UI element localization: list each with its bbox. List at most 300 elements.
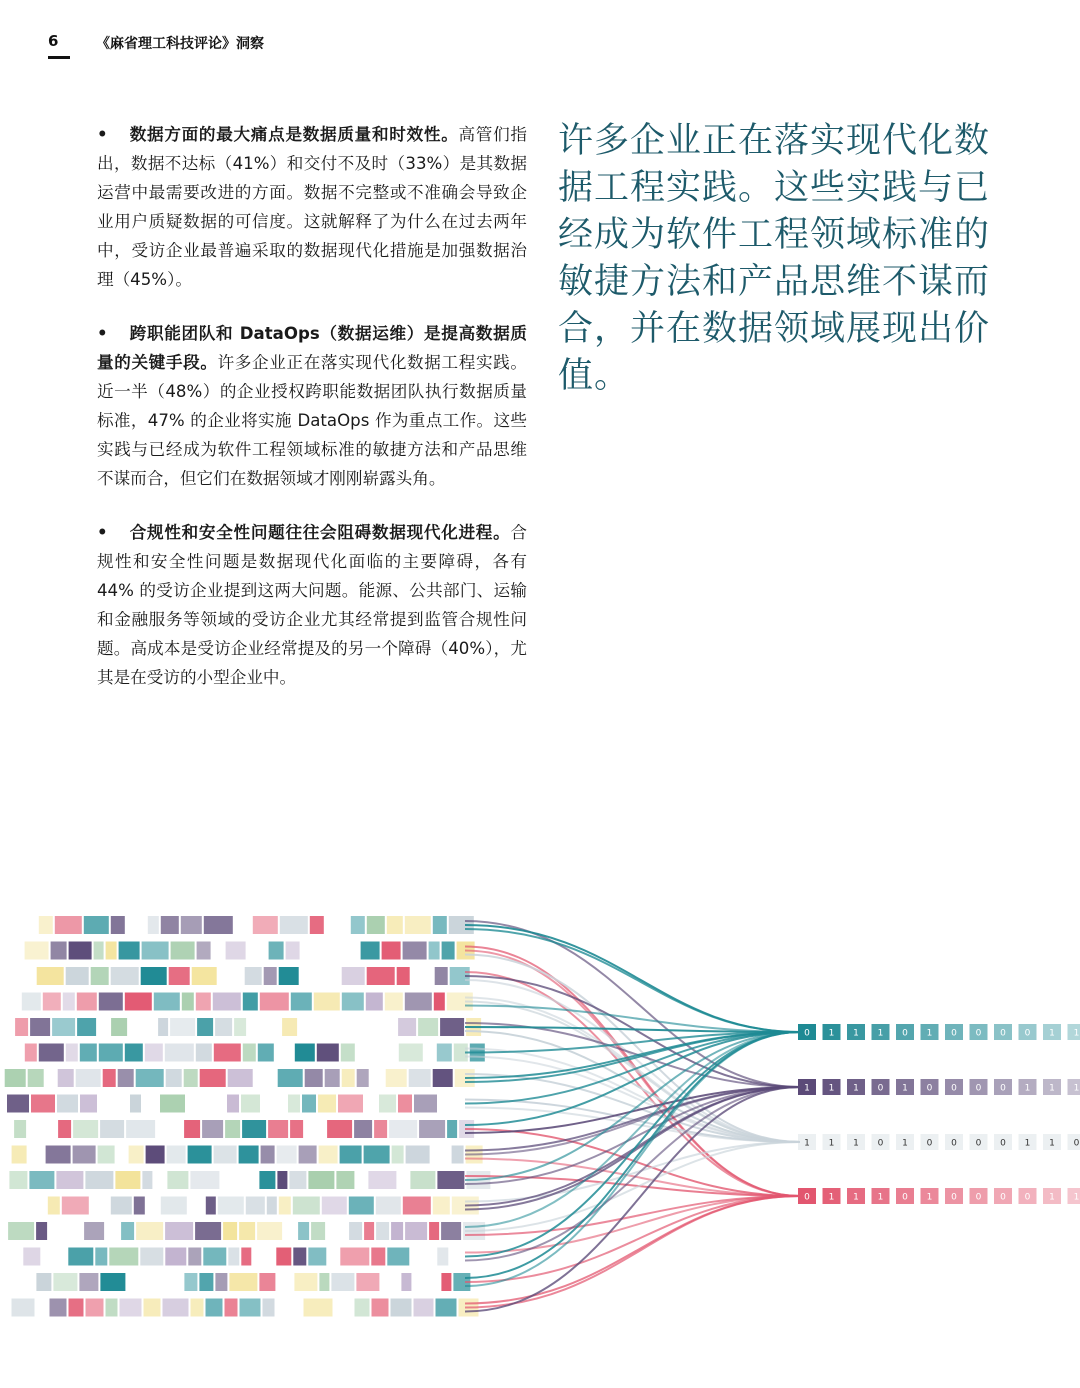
- mosaic-tile: [261, 1146, 275, 1164]
- mosaic-tile: [100, 1120, 124, 1138]
- svg-text:0: 0: [877, 1138, 884, 1149]
- mosaic-tile: [242, 1120, 266, 1138]
- bit-cell: [1043, 1134, 1061, 1150]
- mosaic-tile: [184, 1069, 198, 1087]
- mosaic-tile: [144, 1299, 161, 1317]
- mosaic-tile: [331, 1273, 354, 1291]
- mosaic-tile: [111, 916, 125, 934]
- mosaic-tile: [126, 1120, 155, 1138]
- mosaic-tile: [342, 1069, 355, 1087]
- flow-curve: [465, 947, 800, 1197]
- mosaic-tile: [50, 1299, 67, 1317]
- bullet-marker: •: [97, 324, 108, 343]
- svg-text:0: 0: [951, 1192, 957, 1203]
- mosaic-tile: [267, 1197, 277, 1215]
- mosaic-tile: [103, 1069, 116, 1087]
- svg-text:1: 1: [1073, 1192, 1080, 1203]
- mosaic-tile: [94, 942, 104, 960]
- bit-cell: [945, 1134, 963, 1150]
- mosaic-tile: [289, 1171, 306, 1189]
- mosaic-tile: [98, 1146, 115, 1164]
- mosaic-tile: [308, 1248, 326, 1266]
- svg-text:0: 0: [877, 1083, 884, 1094]
- mosaic-tile: [12, 1146, 27, 1164]
- mosaic-tile: [85, 1171, 113, 1189]
- svg-text:1: 1: [926, 1192, 933, 1203]
- page-number: 6: [48, 32, 59, 50]
- mosaic-tile: [241, 1248, 251, 1266]
- mosaic-tile: [349, 1197, 374, 1215]
- mosaic-tile: [246, 1197, 265, 1215]
- mosaic-tile: [409, 1069, 431, 1087]
- bit-cell: [1043, 1079, 1061, 1095]
- mosaic-tile: [148, 916, 159, 934]
- mosaic-tile: [356, 1273, 379, 1291]
- mosaic-tile: [199, 1273, 213, 1291]
- mosaic-tile: [414, 1299, 434, 1317]
- mosaic-tile: [228, 1069, 253, 1087]
- mosaic-tile: [120, 1299, 142, 1317]
- mosaic-tile: [80, 1095, 97, 1113]
- mosaic-tile: [340, 1248, 369, 1266]
- bullet-lead: 数据方面的最大痛点是数据质量和时效性。: [129, 125, 459, 144]
- mosaic-tile: [106, 942, 117, 960]
- mosaic-tile: [278, 1069, 303, 1087]
- mosaic-tile: [269, 942, 284, 960]
- mosaic-tile: [5, 1069, 26, 1087]
- mosaic-tile: [433, 1069, 453, 1087]
- mosaic-tile: [69, 942, 92, 960]
- mosaic-tile: [260, 993, 289, 1011]
- mosaic-tile: [23, 1248, 40, 1266]
- mosaic-tile: [340, 1146, 362, 1164]
- bit-cell: [945, 1024, 963, 1040]
- mosaic-tile: [109, 1248, 138, 1266]
- mosaic-tile: [239, 1222, 255, 1240]
- mosaic-tile: [223, 1222, 237, 1240]
- mosaic-tile: [239, 1146, 259, 1164]
- mosaic-tile: [367, 916, 385, 934]
- mosaic-tile: [125, 1044, 143, 1062]
- mosaic-tile: [387, 1248, 409, 1266]
- mosaic-tile: [433, 1197, 450, 1215]
- bit-cell: [994, 1188, 1012, 1204]
- mosaic-tile: [441, 1273, 451, 1291]
- svg-text:0: 0: [1000, 1138, 1006, 1149]
- mosaic-tile: [206, 1197, 216, 1215]
- mosaic-tile: [118, 1069, 134, 1087]
- bit-cell: [1019, 1024, 1037, 1040]
- mosaic-tile: [437, 1171, 464, 1189]
- mosaic-tile: [435, 967, 448, 985]
- svg-text:1: 1: [1049, 1083, 1055, 1094]
- mosaic-tile: [295, 1044, 315, 1062]
- mosaic-tile: [141, 967, 167, 985]
- mosaic-tile: [305, 1069, 323, 1087]
- bit-cell: [823, 1079, 841, 1095]
- mosaic-tile: [418, 1018, 438, 1036]
- svg-text:0: 0: [951, 1138, 957, 1149]
- svg-text:1: 1: [1073, 1028, 1080, 1039]
- svg-text:0: 0: [1073, 1138, 1080, 1149]
- bit-cell: [921, 1188, 939, 1204]
- svg-text:1: 1: [1049, 1138, 1055, 1149]
- mosaic-tile: [342, 967, 365, 985]
- mosaic-tile: [188, 1248, 201, 1266]
- mosaic-tile: [163, 1299, 189, 1317]
- mosaic-tile: [25, 1044, 37, 1062]
- mosaic-tile: [429, 1222, 439, 1240]
- mosaic-tile: [95, 1248, 107, 1266]
- mosaic-tile: [146, 1146, 165, 1164]
- mosaic-tile: [165, 1248, 186, 1266]
- mosaic-tile: [433, 916, 447, 934]
- svg-text:0: 0: [975, 1083, 982, 1094]
- svg-text:0: 0: [1024, 1192, 1031, 1203]
- mosaic-tile: [22, 993, 41, 1011]
- mosaic-tile: [91, 967, 109, 985]
- mosaic-tile: [203, 1248, 226, 1266]
- bullet-lead: 合规性和安全性问题往往会阻碍数据现代化进程。: [129, 523, 511, 542]
- svg-text:0: 0: [926, 1138, 933, 1149]
- mosaic-tile: [276, 1248, 291, 1266]
- mosaic-tile: [291, 993, 312, 1011]
- mosaic-tile: [80, 1044, 97, 1062]
- mosaic-tile: [398, 1018, 416, 1036]
- svg-text:1: 1: [853, 1083, 859, 1094]
- mosaic-tile: [76, 1069, 101, 1087]
- mosaic-tile: [364, 1146, 390, 1164]
- svg-text:0: 0: [1000, 1083, 1006, 1094]
- svg-text:1: 1: [804, 1083, 810, 1094]
- mosaic-tile: [171, 942, 195, 960]
- mosaic-tile: [57, 1095, 78, 1113]
- mosaic-tile: [100, 1273, 125, 1291]
- bit-cell: [945, 1188, 963, 1204]
- mosaic-tile: [9, 1171, 27, 1189]
- mosaic-tile: [196, 993, 211, 1011]
- svg-text:0: 0: [804, 1192, 810, 1203]
- bit-cell: [1043, 1024, 1061, 1040]
- mosaic-tile: [397, 967, 410, 985]
- mosaic-tile: [160, 1095, 185, 1113]
- mosaic-tile: [314, 993, 340, 1011]
- mosaic-tile: [294, 1273, 317, 1291]
- mosaic-tile: [279, 1197, 291, 1215]
- bit-cell: [1019, 1188, 1037, 1204]
- mosaic-tile: [99, 1044, 123, 1062]
- mosaic-tile: [379, 1095, 396, 1113]
- mosaic-tile: [39, 916, 53, 934]
- mosaic-tile: [243, 1044, 256, 1062]
- svg-text:1: 1: [902, 1083, 908, 1094]
- mosaic-tile: [434, 993, 445, 1011]
- mosaic-tile: [167, 1171, 188, 1189]
- mosaic-tile: [154, 993, 180, 1011]
- mosaic-tile: [58, 1120, 71, 1138]
- mosaic-tile: [286, 942, 300, 960]
- mosaic-tile: [354, 1120, 372, 1138]
- mosaic-tile: [111, 1018, 127, 1036]
- mosaic-tile: [84, 1222, 104, 1240]
- bit-cell: [872, 1134, 890, 1150]
- mosaic-tile: [218, 1197, 244, 1215]
- mosaic-tile: [229, 1273, 257, 1291]
- bit-cell: [1019, 1079, 1037, 1095]
- mosaic-tile: [282, 1018, 297, 1036]
- mosaic-tile: [376, 1222, 389, 1240]
- mosaic-tile: [111, 967, 139, 985]
- mosaic-tile: [142, 1171, 152, 1189]
- mosaic-tile: [73, 1146, 96, 1164]
- bit-cell: [970, 1079, 988, 1095]
- mosaic-tile: [437, 1248, 448, 1266]
- svg-text:1: 1: [804, 1138, 810, 1149]
- flow-curve: [465, 955, 800, 1143]
- mosaic-tile: [167, 1146, 186, 1164]
- svg-text:0: 0: [975, 1192, 982, 1203]
- mosaic-tile: [308, 1171, 334, 1189]
- mosaic-tile: [392, 1146, 404, 1164]
- bit-cell: [1068, 1024, 1080, 1040]
- mosaic-tile: [259, 1273, 275, 1291]
- bit-cell: [847, 1134, 865, 1150]
- svg-text:0: 0: [902, 1028, 908, 1039]
- mosaic-tile: [385, 993, 403, 1011]
- mosaic-tile: [84, 916, 109, 934]
- mosaic-tile: [36, 1222, 47, 1240]
- mosaic-tile: [197, 1018, 213, 1036]
- bit-cell: [847, 1079, 865, 1095]
- mosaic-tile: [338, 1095, 363, 1113]
- svg-text:0: 0: [1024, 1028, 1031, 1039]
- mosaic-tile: [447, 1120, 457, 1138]
- mosaic-tile: [181, 916, 202, 934]
- bit-cell: [1068, 1188, 1080, 1204]
- mosaic-tile: [68, 1248, 93, 1266]
- svg-text:0: 0: [975, 1138, 982, 1149]
- bit-cell: [970, 1134, 988, 1150]
- mosaic-tile: [410, 1171, 435, 1189]
- mosaic-tile: [319, 1273, 329, 1291]
- mosaic-tile: [8, 1222, 34, 1240]
- svg-text:0: 0: [804, 1028, 810, 1039]
- mosaic-tile: [63, 993, 75, 1011]
- bit-cell: [945, 1079, 963, 1095]
- mosaic-tile: [403, 942, 427, 960]
- mosaic-tile: [51, 942, 67, 960]
- bullet-item: [97, 120, 527, 294]
- mosaic-tile: [86, 1299, 104, 1317]
- mosaic-tile: [290, 1120, 303, 1138]
- mosaic-tile: [361, 942, 380, 960]
- mosaic-tile: [452, 1146, 464, 1164]
- mosaic-tile: [277, 1146, 297, 1164]
- mosaic-tile: [240, 1299, 261, 1317]
- mosaic-tile: [299, 1146, 317, 1164]
- mosaic-tile: [106, 1299, 118, 1317]
- mosaic-tile: [192, 967, 217, 985]
- mosaic-tile: [53, 1273, 77, 1291]
- mosaic-tile: [311, 1222, 325, 1240]
- pull-quote: 许多企业正在落实现代化数据工程实践。这些实践与已经成为软件工程领域标准的敏捷方法和产品思维不谋而合，并在数据领域展现出价值。: [558, 121, 991, 396]
- mosaic-tile: [188, 1146, 212, 1164]
- mosaic-tile: [195, 1222, 221, 1240]
- svg-text:0: 0: [1000, 1028, 1006, 1039]
- mosaic-tile: [142, 942, 169, 960]
- mosaic-tile: [342, 993, 364, 1011]
- mosaic-tile: [293, 1248, 306, 1266]
- mosaic-tile: [43, 993, 61, 1011]
- mosaic-tile: [214, 1146, 237, 1164]
- bit-cell: [872, 1188, 890, 1204]
- mosaic-tile: [39, 1044, 64, 1062]
- mosaic-tile: [279, 967, 299, 985]
- mosaic-tile: [184, 1273, 197, 1291]
- mosaic-tile: [327, 1120, 352, 1138]
- svg-text:1: 1: [1049, 1192, 1055, 1203]
- svg-text:0: 0: [951, 1083, 957, 1094]
- bit-cell: [823, 1024, 841, 1040]
- mosaic-tile: [437, 1044, 452, 1062]
- mosaic-tile: [46, 1146, 71, 1164]
- mosaic-tile: [403, 1197, 431, 1215]
- mosaic-tile: [25, 942, 49, 960]
- mosaic-tile: [134, 1197, 145, 1215]
- mosaic-tile: [165, 1222, 193, 1240]
- mosaic-tile: [73, 1120, 98, 1138]
- mosaic-tile: [206, 1299, 223, 1317]
- svg-text:0: 0: [951, 1028, 957, 1039]
- svg-text:1: 1: [1024, 1083, 1031, 1094]
- bit-cell: [847, 1188, 865, 1204]
- mosaic-tile: [382, 942, 401, 960]
- bit-cell: [1068, 1134, 1080, 1150]
- mosaic-tile: [130, 1095, 141, 1113]
- mosaic-tile: [121, 1222, 134, 1240]
- body-column: [97, 120, 527, 717]
- bit-cell: [823, 1134, 841, 1150]
- mosaic-tile: [357, 1069, 369, 1087]
- mosaic-tile: [351, 916, 365, 934]
- svg-text:1: 1: [1073, 1083, 1080, 1094]
- publication-title: 《麻省理工科技评论》洞察: [96, 36, 264, 52]
- bit-cell: [970, 1024, 988, 1040]
- mosaic-tile: [213, 993, 241, 1011]
- bit-cell: [921, 1079, 939, 1095]
- mosaic-tile: [12, 1299, 35, 1317]
- mosaic-tile: [406, 1146, 430, 1164]
- mosaic-tile: [288, 1095, 300, 1113]
- mosaic-tile: [399, 1044, 423, 1062]
- mosaic-tile: [225, 1120, 240, 1138]
- mosaic-tile: [48, 1197, 60, 1215]
- bullet-marker: •: [97, 125, 108, 144]
- mosaic-tile: [391, 1222, 403, 1240]
- bit-cell: [921, 1024, 939, 1040]
- mosaic-tile: [119, 942, 140, 960]
- bullet-item: [97, 319, 527, 493]
- bit-cell: [896, 1079, 914, 1095]
- mosaic-tile: [99, 993, 123, 1011]
- mosaic-tile: [386, 1069, 407, 1087]
- mosaic-tile: [405, 993, 432, 1011]
- bit-cell: [872, 1079, 890, 1095]
- mosaic-tile: [414, 1095, 437, 1113]
- mosaic-tile: [371, 1248, 385, 1266]
- bullet-marker: •: [97, 523, 108, 542]
- mosaic-tile: [56, 1171, 83, 1189]
- svg-text:1: 1: [926, 1028, 933, 1039]
- svg-text:1: 1: [828, 1083, 835, 1094]
- mosaic-tile: [58, 1069, 74, 1087]
- mosaic-tile: [243, 993, 258, 1011]
- mosaic-tile: [29, 1171, 54, 1189]
- bit-cell: [970, 1188, 988, 1204]
- mosaic-tile: [264, 967, 277, 985]
- mosaic-tile: [325, 1069, 340, 1087]
- mosaic-tile: [136, 1069, 164, 1087]
- mosaic-tile: [258, 1044, 274, 1062]
- mosaic-tile: [257, 1222, 282, 1240]
- mosaic-tile: [66, 1044, 78, 1062]
- mosaic-tile: [341, 1044, 355, 1062]
- mosaic-tile: [367, 967, 395, 985]
- mosaic-tile: [280, 916, 308, 934]
- mosaic-tile: [401, 1273, 411, 1291]
- mosaic-tile: [372, 1299, 389, 1317]
- mosaic-tile: [28, 1069, 44, 1087]
- svg-text:1: 1: [877, 1192, 884, 1203]
- mosaic-tile: [125, 993, 152, 1011]
- mosaic-tile: [398, 1095, 412, 1113]
- svg-text:1: 1: [1049, 1028, 1055, 1039]
- mosaic-tile: [225, 1299, 238, 1317]
- mosaic-tile: [293, 1197, 320, 1215]
- mosaic-tile: [166, 1069, 182, 1087]
- mosaic-tile: [190, 1171, 219, 1189]
- mosaic-tile: [436, 1299, 457, 1317]
- bit-cell: [896, 1188, 914, 1204]
- bit-cell: [921, 1134, 939, 1150]
- flow-curve: [465, 1196, 800, 1308]
- mosaic-tile: [241, 1095, 260, 1113]
- bullet-text: 高管们指出，数据不达标（41%）和交付不及时（33%）是其数据运营中最需要改进的方面。数据不完整或不准确会导致企业用户质疑数据的可信度。这就解释了为什么在过去两年中，受访企业最普遍采取的数据现代化措施是加强数据治理（45%）。: [97, 125, 528, 289]
- svg-text:1: 1: [877, 1028, 884, 1039]
- mosaic-tile: [37, 967, 64, 985]
- mosaic-tile: [405, 1222, 427, 1240]
- mosaic-tile: [30, 1018, 50, 1036]
- mosaic-tile: [245, 967, 262, 985]
- mosaic-tile: [7, 1095, 29, 1113]
- mosaic-tile: [170, 1018, 195, 1036]
- mosaic-tile: [268, 1120, 288, 1138]
- mosaic-tile: [161, 1197, 187, 1215]
- mosaic-tile: [419, 1120, 445, 1138]
- mosaic-tile: [184, 1120, 200, 1138]
- bit-cell: [798, 1024, 816, 1040]
- mosaic-tile: [165, 1044, 194, 1062]
- bit-cell: [896, 1134, 914, 1150]
- bit-cell: [896, 1024, 914, 1040]
- data-flow-illustration: [0, 890, 1080, 1330]
- mosaic-tile: [302, 1095, 316, 1113]
- mosaic-tile: [182, 993, 194, 1011]
- mosaic-tile: [36, 1273, 51, 1291]
- svg-text:0: 0: [975, 1028, 982, 1039]
- mosaic-tile: [440, 1018, 464, 1036]
- mosaic-tile: [227, 1095, 239, 1113]
